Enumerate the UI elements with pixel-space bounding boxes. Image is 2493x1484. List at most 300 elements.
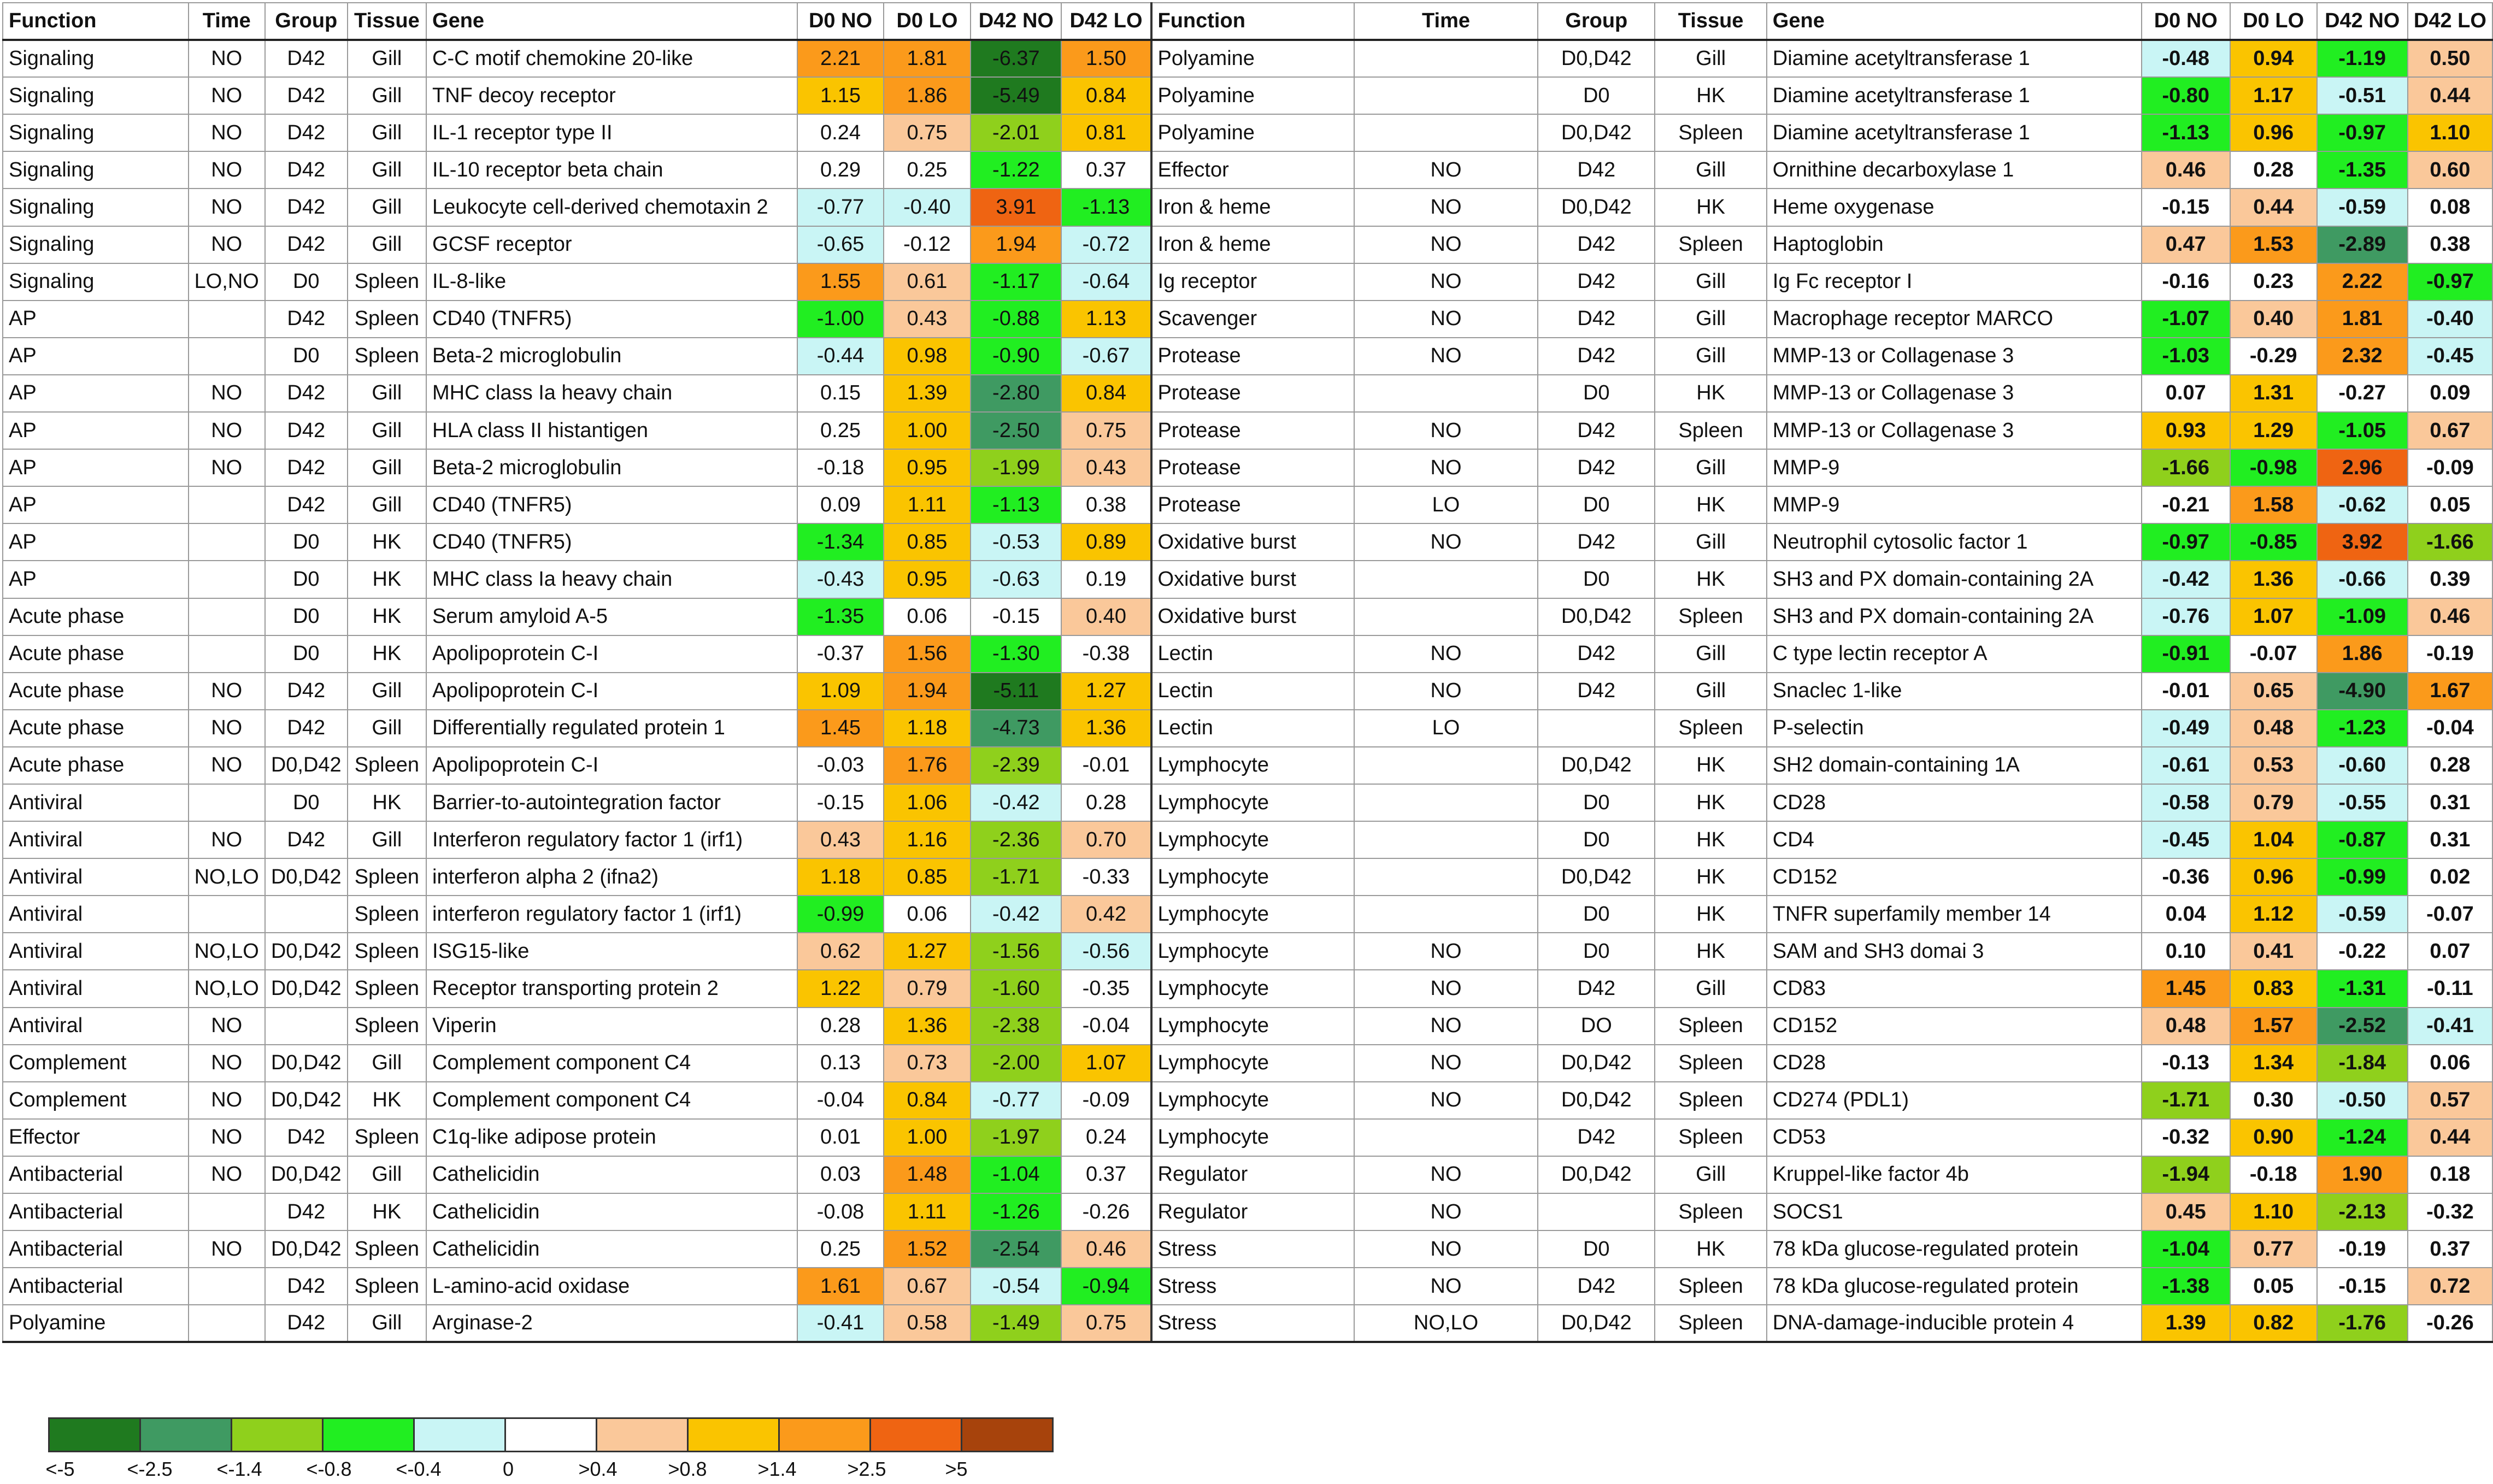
left-time-cell	[189, 896, 265, 933]
right-d0-lo-cell: 0.44	[2230, 189, 2317, 226]
legend-swatch	[323, 1418, 414, 1452]
left-group-cell: D42	[265, 821, 348, 858]
left-gene-cell: CD40 (TNFR5)	[426, 486, 797, 523]
right-d0-no-cell: -1.13	[2142, 114, 2230, 151]
right-gene-cell: Macrophage receptor MARCO	[1767, 301, 2142, 338]
right-d0-lo-cell: 1.04	[2230, 821, 2317, 858]
right-gene-cell: DNA-damage-inducible protein 4	[1767, 1305, 2142, 1342]
right-d42-lo-cell: 0.37	[2408, 1230, 2492, 1268]
right-d42-lo-cell: 0.08	[2408, 189, 2492, 226]
right-d0-no-cell: 0.04	[2142, 896, 2230, 933]
left-time-cell: NO	[189, 114, 265, 151]
left-d0-lo-cell: 1.52	[884, 1230, 971, 1268]
left-tissue-cell: HK	[348, 635, 426, 673]
right-gene-cell: MMP-9	[1767, 449, 2142, 486]
right-group-cell: D42	[1538, 970, 1655, 1007]
right-d0-lo-cell: 1.10	[2230, 1193, 2317, 1230]
left-d0-no-cell: 1.55	[797, 263, 883, 301]
left-d0-no-cell: 0.29	[797, 151, 883, 189]
left-time-cell: NO	[189, 821, 265, 858]
header-function-right: Function	[1151, 3, 1354, 40]
right-d0-lo-cell: 1.34	[2230, 1045, 2317, 1082]
table-row	[3, 226, 2492, 263]
legend-label: >0.4	[578, 1458, 618, 1480]
left-d0-lo-cell: 0.06	[884, 896, 971, 933]
left-d0-lo-cell: 0.06	[884, 598, 971, 635]
left-d42-no-cell: -1.56	[971, 933, 1061, 970]
legend-label: >2.5	[847, 1458, 886, 1480]
left-gene-cell: Interferon regulatory factor 1 (irf1)	[426, 821, 797, 858]
left-d0-no-cell: 1.18	[797, 858, 883, 896]
legend-swatch-row	[49, 1418, 1053, 1452]
left-d0-no-cell: 0.03	[797, 1156, 883, 1193]
left-group-cell: D42	[265, 1268, 348, 1305]
table-row	[3, 1268, 2492, 1305]
left-tissue-cell: Gill	[348, 77, 426, 114]
left-time-cell: NO	[189, 747, 265, 784]
left-d42-lo-cell: 0.46	[1061, 1230, 1151, 1268]
table-row	[3, 189, 2492, 226]
right-function-cell: Stress	[1151, 1230, 1354, 1268]
left-d0-no-cell: 0.28	[797, 1008, 883, 1045]
left-d42-lo-cell: -0.72	[1061, 226, 1151, 263]
right-time-cell: NO	[1354, 635, 1538, 673]
left-d42-lo-cell: 0.75	[1061, 1305, 1151, 1342]
right-group-cell: D0	[1538, 896, 1655, 933]
right-d0-lo-cell: 0.28	[2230, 151, 2317, 189]
right-group-cell: D42	[1538, 1119, 1655, 1156]
left-group-cell: D42	[265, 301, 348, 338]
right-d0-lo-cell: -0.18	[2230, 1156, 2317, 1193]
legend-swatch	[232, 1418, 323, 1452]
header-d0-lo: D0 LO	[884, 3, 971, 40]
left-time-cell: NO	[189, 1008, 265, 1045]
right-function-cell: Lectin	[1151, 673, 1354, 710]
left-gene-cell: Beta-2 microglobulin	[426, 449, 797, 486]
left-gene-cell: MHC class Ia heavy chain	[426, 561, 797, 598]
right-gene-cell: TNFR superfamily member 14	[1767, 896, 2142, 933]
right-gene-cell: SH3 and PX domain-containing 2A	[1767, 598, 2142, 635]
right-time-cell: NO	[1354, 301, 1538, 338]
left-group-cell	[265, 1008, 348, 1045]
left-d42-lo-cell: -0.04	[1061, 1008, 1151, 1045]
right-group-cell: D0	[1538, 933, 1655, 970]
right-function-cell: Protease	[1151, 412, 1354, 449]
left-d42-no-cell: -0.77	[971, 1082, 1061, 1119]
left-function-cell: Acute phase	[3, 635, 189, 673]
left-function-cell: Polyamine	[3, 1305, 189, 1342]
left-function-cell: Signaling	[3, 226, 189, 263]
table-row	[3, 1119, 2492, 1156]
right-d0-no-cell: -0.13	[2142, 1045, 2230, 1082]
left-tissue-cell: Spleen	[348, 301, 426, 338]
left-d42-no-cell: -0.15	[971, 598, 1061, 635]
left-group-cell: D0,D42	[265, 747, 348, 784]
right-d0-lo-cell: -0.29	[2230, 338, 2317, 375]
right-time-cell: NO	[1354, 523, 1538, 561]
right-d42-no-cell: -1.05	[2317, 412, 2408, 449]
right-gene-cell: SH3 and PX domain-containing 2A	[1767, 561, 2142, 598]
left-d0-no-cell: -0.08	[797, 1193, 883, 1230]
right-d0-no-cell: -0.21	[2142, 486, 2230, 523]
legend-label: <-2.5	[127, 1458, 173, 1480]
left-d42-no-cell: -1.26	[971, 1193, 1061, 1230]
left-group-cell: D42	[265, 412, 348, 449]
right-group-cell	[1538, 1193, 1655, 1230]
right-d42-no-cell: -0.66	[2317, 561, 2408, 598]
left-gene-cell: interferon alpha 2 (ifna2)	[426, 858, 797, 896]
left-group-cell: D0,D42	[265, 1082, 348, 1119]
left-d0-lo-cell: 0.67	[884, 1268, 971, 1305]
left-gene-cell: Complement component C4	[426, 1082, 797, 1119]
right-group-cell: D0,D42	[1538, 189, 1655, 226]
left-function-cell: AP	[3, 449, 189, 486]
right-function-cell: Oxidative burst	[1151, 598, 1354, 635]
right-d42-no-cell: -2.89	[2317, 226, 2408, 263]
right-gene-cell: Diamine acetyltransferase 1	[1767, 40, 2142, 77]
right-d0-no-cell: 0.10	[2142, 933, 2230, 970]
left-function-cell: Signaling	[3, 263, 189, 301]
right-d0-no-cell: 1.39	[2142, 1305, 2230, 1342]
right-time-cell: NO	[1354, 263, 1538, 301]
left-time-cell: NO	[189, 151, 265, 189]
left-tissue-cell: Gill	[348, 189, 426, 226]
right-gene-cell: SAM and SH3 domai 3	[1767, 933, 2142, 970]
right-d42-no-cell: -0.97	[2317, 114, 2408, 151]
right-tissue-cell: HK	[1655, 747, 1766, 784]
left-d42-no-cell: -2.54	[971, 1230, 1061, 1268]
table-row	[3, 933, 2492, 970]
left-tissue-cell: Spleen	[348, 1268, 426, 1305]
left-group-cell: D0	[265, 263, 348, 301]
header-d42-lo-right: D42 LO	[2408, 3, 2492, 40]
left-tissue-cell: Gill	[348, 114, 426, 151]
right-d42-lo-cell: -0.32	[2408, 1193, 2492, 1230]
right-group-cell: D0,D42	[1538, 1045, 1655, 1082]
left-group-cell: D42	[265, 189, 348, 226]
right-d42-no-cell: 2.96	[2317, 449, 2408, 486]
left-d42-no-cell: 1.94	[971, 226, 1061, 263]
right-function-cell: Stress	[1151, 1305, 1354, 1342]
right-function-cell: Protease	[1151, 338, 1354, 375]
right-time-cell: NO	[1354, 1230, 1538, 1268]
right-d42-lo-cell: 0.72	[2408, 1268, 2492, 1305]
right-time-cell	[1354, 821, 1538, 858]
left-function-cell: Acute phase	[3, 598, 189, 635]
left-d42-no-cell: -0.42	[971, 896, 1061, 933]
right-d42-lo-cell: 0.28	[2408, 747, 2492, 784]
right-tissue-cell: HK	[1655, 1230, 1766, 1268]
right-tissue-cell: Spleen	[1655, 114, 1766, 151]
right-function-cell: Lymphocyte	[1151, 1119, 1354, 1156]
left-d0-lo-cell: 1.00	[884, 1119, 971, 1156]
legend-swatch	[871, 1418, 962, 1452]
left-function-cell: Antibacterial	[3, 1193, 189, 1230]
left-d0-lo-cell: 0.98	[884, 338, 971, 375]
right-gene-cell: 78 kDa glucose-regulated protein	[1767, 1268, 2142, 1305]
left-time-cell: NO	[189, 40, 265, 77]
right-gene-cell: MMP-13 or Collagenase 3	[1767, 338, 2142, 375]
right-function-cell: Lymphocyte	[1151, 1045, 1354, 1082]
left-d42-no-cell: -1.22	[971, 151, 1061, 189]
right-d42-lo-cell: 1.67	[2408, 673, 2492, 710]
left-d0-no-cell: -0.77	[797, 189, 883, 226]
left-d42-no-cell: -2.00	[971, 1045, 1061, 1082]
left-d42-lo-cell: 0.75	[1061, 412, 1151, 449]
right-gene-cell: Heme oxygenase	[1767, 189, 2142, 226]
left-function-cell: Signaling	[3, 189, 189, 226]
right-group-cell: D42	[1538, 226, 1655, 263]
left-d42-no-cell: -6.37	[971, 40, 1061, 77]
right-d0-lo-cell: 0.77	[2230, 1230, 2317, 1268]
left-time-cell: NO,LO	[189, 858, 265, 896]
left-time-cell: NO	[189, 449, 265, 486]
table-row	[3, 561, 2492, 598]
right-group-cell: D42	[1538, 151, 1655, 189]
right-tissue-cell: HK	[1655, 933, 1766, 970]
right-function-cell: Lymphocyte	[1151, 933, 1354, 970]
right-d0-lo-cell: 0.83	[2230, 970, 2317, 1007]
left-tissue-cell: Gill	[348, 1045, 426, 1082]
left-d42-no-cell: -5.49	[971, 77, 1061, 114]
left-group-cell: D42	[265, 151, 348, 189]
header-gene-right: Gene	[1767, 3, 2142, 40]
right-d42-lo-cell: 0.44	[2408, 1119, 2492, 1156]
header-time: Time	[189, 3, 265, 40]
left-tissue-cell: Spleen	[348, 896, 426, 933]
right-time-cell: NO	[1354, 1045, 1538, 1082]
left-d0-no-cell: -1.34	[797, 523, 883, 561]
left-d42-lo-cell: -0.09	[1061, 1082, 1151, 1119]
left-d0-lo-cell: 0.84	[884, 1082, 971, 1119]
right-group-cell: D0,D42	[1538, 1082, 1655, 1119]
right-tissue-cell: HK	[1655, 561, 1766, 598]
left-group-cell: D0	[265, 523, 348, 561]
right-time-cell: NO	[1354, 1193, 1538, 1230]
left-gene-cell: Beta-2 microglobulin	[426, 338, 797, 375]
left-group-cell	[265, 896, 348, 933]
right-d42-no-cell: 1.90	[2317, 1156, 2408, 1193]
left-time-cell: NO	[189, 1082, 265, 1119]
right-d0-lo-cell: 1.12	[2230, 896, 2317, 933]
right-function-cell: Ig receptor	[1151, 263, 1354, 301]
left-d0-no-cell: 0.25	[797, 412, 883, 449]
right-d0-lo-cell: 0.96	[2230, 858, 2317, 896]
right-group-cell: D0,D42	[1538, 114, 1655, 151]
left-d0-lo-cell: 1.39	[884, 375, 971, 412]
left-tissue-cell: Spleen	[348, 747, 426, 784]
right-gene-cell: CD83	[1767, 970, 2142, 1007]
header-tissue: Tissue	[348, 3, 426, 40]
right-time-cell: NO	[1354, 933, 1538, 970]
left-function-cell: Signaling	[3, 77, 189, 114]
right-tissue-cell: Spleen	[1655, 1193, 1766, 1230]
right-d0-lo-cell: -0.98	[2230, 449, 2317, 486]
left-time-cell: LO,NO	[189, 263, 265, 301]
table-row	[3, 449, 2492, 486]
left-group-cell: D0,D42	[265, 1045, 348, 1082]
right-time-cell: LO	[1354, 486, 1538, 523]
right-time-cell: NO	[1354, 449, 1538, 486]
right-d0-lo-cell: 0.94	[2230, 40, 2317, 77]
left-function-cell: Antiviral	[3, 821, 189, 858]
left-gene-cell: Complement component C4	[426, 1045, 797, 1082]
left-group-cell: D42	[265, 375, 348, 412]
right-tissue-cell: Spleen	[1655, 1008, 1766, 1045]
right-tissue-cell: Spleen	[1655, 226, 1766, 263]
right-tissue-cell: HK	[1655, 486, 1766, 523]
right-d0-lo-cell: 1.36	[2230, 561, 2317, 598]
left-time-cell: NO	[189, 673, 265, 710]
left-d0-lo-cell: 0.79	[884, 970, 971, 1007]
header-group-right: Group	[1538, 3, 1655, 40]
table-row	[3, 673, 2492, 710]
left-group-cell: D42	[265, 1193, 348, 1230]
right-d42-no-cell: -1.19	[2317, 40, 2408, 77]
left-function-cell: AP	[3, 561, 189, 598]
right-d42-lo-cell: 0.46	[2408, 598, 2492, 635]
left-d42-no-cell: -1.13	[971, 486, 1061, 523]
left-d42-no-cell: -1.60	[971, 970, 1061, 1007]
right-d0-no-cell: -0.15	[2142, 189, 2230, 226]
right-time-cell: NO	[1354, 1082, 1538, 1119]
left-d0-no-cell: -0.43	[797, 561, 883, 598]
right-function-cell: Lectin	[1151, 710, 1354, 747]
right-d0-lo-cell: 0.90	[2230, 1119, 2317, 1156]
left-gene-cell: Apolipoprotein C-I	[426, 673, 797, 710]
left-gene-cell: interferon regulatory factor 1 (irf1)	[426, 896, 797, 933]
right-d0-no-cell: 0.93	[2142, 412, 2230, 449]
right-function-cell: Lymphocyte	[1151, 1008, 1354, 1045]
right-group-cell: D0,D42	[1538, 1305, 1655, 1342]
right-function-cell: Lymphocyte	[1151, 821, 1354, 858]
left-d42-lo-cell: -0.26	[1061, 1193, 1151, 1230]
left-group-cell: D42	[265, 673, 348, 710]
right-d42-no-cell: -0.51	[2317, 77, 2408, 114]
right-d0-no-cell: -0.16	[2142, 263, 2230, 301]
left-function-cell: Antiviral	[3, 896, 189, 933]
right-gene-cell: MMP-9	[1767, 486, 2142, 523]
table-row	[3, 1230, 2492, 1268]
right-d42-lo-cell: 0.05	[2408, 486, 2492, 523]
right-d0-lo-cell: 1.07	[2230, 598, 2317, 635]
right-d42-lo-cell: -0.26	[2408, 1305, 2492, 1342]
left-d0-lo-cell: 1.94	[884, 673, 971, 710]
right-time-cell: NO	[1354, 1008, 1538, 1045]
table-row	[3, 1045, 2492, 1082]
left-d0-no-cell: 1.45	[797, 710, 883, 747]
right-time-cell	[1354, 375, 1538, 412]
right-d0-lo-cell: 0.41	[2230, 933, 2317, 970]
left-time-cell	[189, 635, 265, 673]
right-tissue-cell: Spleen	[1655, 1082, 1766, 1119]
left-tissue-cell: Gill	[348, 821, 426, 858]
left-group-cell: D42	[265, 449, 348, 486]
left-function-cell: AP	[3, 523, 189, 561]
right-tissue-cell: Spleen	[1655, 1305, 1766, 1342]
left-group-cell: D0	[265, 635, 348, 673]
table-row	[3, 710, 2492, 747]
left-group-cell: D42	[265, 40, 348, 77]
right-d0-no-cell: 0.48	[2142, 1008, 2230, 1045]
right-tissue-cell: Spleen	[1655, 598, 1766, 635]
right-d42-lo-cell: 0.39	[2408, 561, 2492, 598]
right-function-cell: Regulator	[1151, 1156, 1354, 1193]
left-d0-no-cell: -0.15	[797, 784, 883, 821]
table-row	[3, 1305, 2492, 1342]
right-d0-lo-cell: 0.40	[2230, 301, 2317, 338]
right-gene-cell: CD152	[1767, 858, 2142, 896]
right-d0-lo-cell: -0.07	[2230, 635, 2317, 673]
right-d0-no-cell: -0.32	[2142, 1119, 2230, 1156]
right-function-cell: Lymphocyte	[1151, 858, 1354, 896]
right-function-cell: Iron & heme	[1151, 226, 1354, 263]
right-d0-no-cell: -0.49	[2142, 710, 2230, 747]
table-row	[3, 858, 2492, 896]
left-tissue-cell: Spleen	[348, 263, 426, 301]
left-d42-no-cell: -2.50	[971, 412, 1061, 449]
right-d42-lo-cell: 0.57	[2408, 1082, 2492, 1119]
left-d0-lo-cell: 1.11	[884, 1193, 971, 1230]
expression-table	[2, 2, 2493, 1343]
left-d0-no-cell: 0.24	[797, 114, 883, 151]
left-d42-no-cell: -2.39	[971, 747, 1061, 784]
left-d0-lo-cell: 1.16	[884, 821, 971, 858]
left-d0-no-cell: -0.37	[797, 635, 883, 673]
legend-swatch	[597, 1418, 688, 1452]
right-d0-lo-cell: 1.31	[2230, 375, 2317, 412]
left-d0-no-cell: 1.22	[797, 970, 883, 1007]
right-d0-lo-cell: -0.85	[2230, 523, 2317, 561]
right-function-cell: Iron & heme	[1151, 189, 1354, 226]
right-time-cell	[1354, 77, 1538, 114]
left-d0-no-cell: -0.03	[797, 747, 883, 784]
right-gene-cell: SH2 domain-containing 1A	[1767, 747, 2142, 784]
right-d0-no-cell: -1.66	[2142, 449, 2230, 486]
legend-swatch	[505, 1418, 597, 1452]
right-tissue-cell: HK	[1655, 189, 1766, 226]
left-tissue-cell: HK	[348, 784, 426, 821]
table-row	[3, 747, 2492, 784]
left-gene-cell: Receptor transporting protein 2	[426, 970, 797, 1007]
table-row	[3, 598, 2492, 635]
left-d0-no-cell: -0.44	[797, 338, 883, 375]
left-time-cell: NO	[189, 710, 265, 747]
table-row	[3, 301, 2492, 338]
right-function-cell: Scavenger	[1151, 301, 1354, 338]
left-d42-lo-cell: 0.37	[1061, 151, 1151, 189]
right-tissue-cell: Gill	[1655, 301, 1766, 338]
right-group-cell: D0	[1538, 821, 1655, 858]
right-tissue-cell: Gill	[1655, 338, 1766, 375]
left-group-cell: D42	[265, 1119, 348, 1156]
left-time-cell	[189, 598, 265, 635]
right-time-cell: NO	[1354, 1268, 1538, 1305]
right-gene-cell: Ornithine decarboxylase 1	[1767, 151, 2142, 189]
left-function-cell: Signaling	[3, 40, 189, 77]
table-row	[3, 821, 2492, 858]
right-gene-cell: CD28	[1767, 784, 2142, 821]
left-d42-no-cell: -0.63	[971, 561, 1061, 598]
left-gene-cell: MHC class Ia heavy chain	[426, 375, 797, 412]
right-tissue-cell: Spleen	[1655, 1119, 1766, 1156]
right-d42-lo-cell: 0.18	[2408, 1156, 2492, 1193]
legend-label: <-1.4	[216, 1458, 262, 1480]
left-d0-no-cell: -0.41	[797, 1305, 883, 1342]
left-function-cell: Antiviral	[3, 970, 189, 1007]
right-gene-cell: Diamine acetyltransferase 1	[1767, 77, 2142, 114]
right-d0-no-cell: -0.48	[2142, 40, 2230, 77]
